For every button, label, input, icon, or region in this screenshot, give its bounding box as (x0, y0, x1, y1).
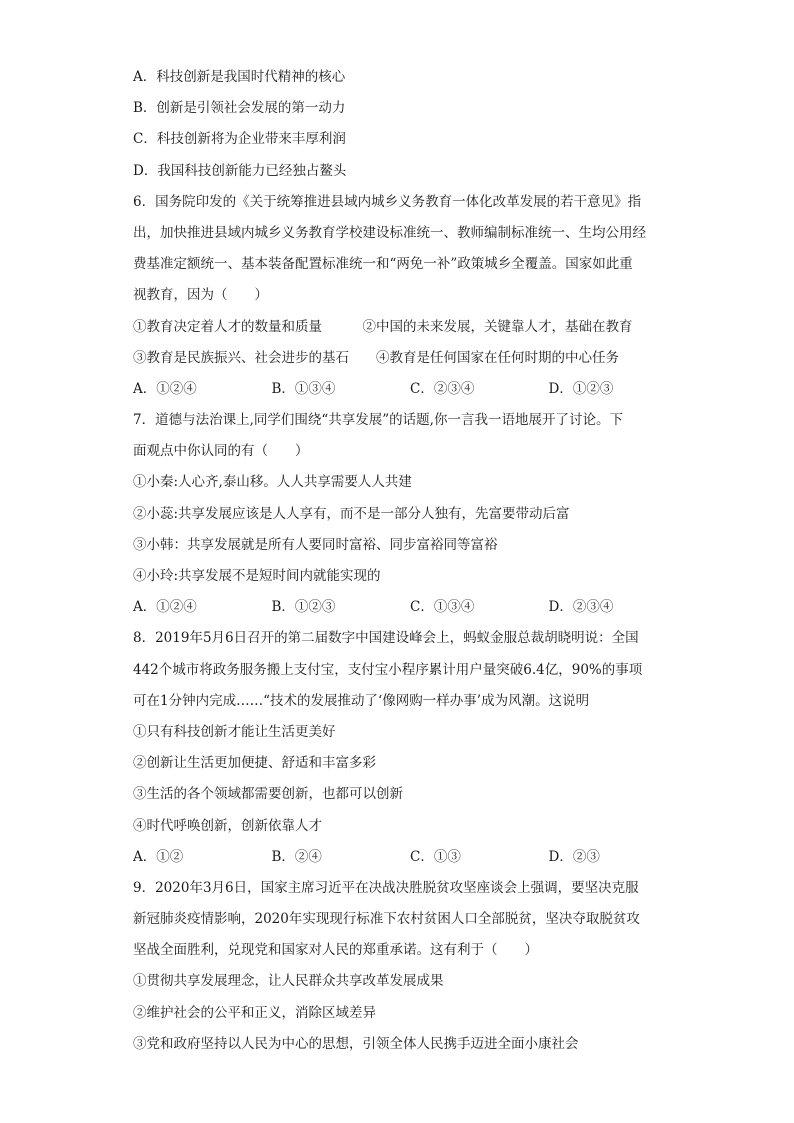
q6-choice-c: C．②③④ (410, 380, 475, 397)
q7-choice-a: A．①②④ (133, 599, 197, 616)
q6-choice-a: A．①②④ (133, 380, 197, 397)
q7-statement: ②小蕊:共享发展应该是人人享有，而不是一部分人独有，先富要带动后富 (133, 505, 570, 522)
q7-choices (133, 592, 663, 623)
q6-stem-line: 6．国务院印发的《关于统筹推进县域内城乡义务教育一体化改革发展的若干意见》指 (133, 193, 642, 210)
q7-stem-line: 面观点中你认同的有（ ） (133, 443, 309, 460)
q6-statement: ①教育决定着人才的数量和质量 ②中国的未来发展，关键靠人才，基础在教育 (133, 318, 633, 335)
q7-choice-b: B．①②③ (271, 599, 336, 616)
q5-option-d: D．我国科技创新能力已经独占鳌头 (133, 162, 347, 179)
q8-stem-line: 可在1分钟内完成……“技术的发展推动了‘像网购一样办事’成为风潮。这说明 (133, 692, 590, 709)
q7-stem-line: 7．道德与法治课上,同学们围绕“共享发展”的话题,你一言我一语地展开了讨论。下 (133, 412, 623, 429)
page-content (133, 62, 663, 1060)
q8-choice-a: A．①② (133, 848, 184, 865)
q8-stem-line: 8．2019年5月6日召开的第二届数字中国建设峰会上，蚂蚁金服总裁胡晓明说：全国 (133, 630, 639, 647)
q8-statement: ③生活的各个领域都需要创新，也都可以创新 (133, 786, 403, 803)
q9-stem-line: 9．2020年3月6日，国家主席习近平在决战决胜脱贫攻坚座谈会上强调，要坚决克服 (133, 879, 639, 896)
q9-statement: ③党和政府坚持以人民为中心的思想，引领全体人民携手迈进全面小康社会 (133, 1035, 579, 1052)
q9-statement: ②维护社会的公平和正义，消除区域差异 (133, 1004, 376, 1021)
q8-choice-d: D．②③ (548, 848, 600, 865)
q6-stem-line: 费基准定额统一、基本装备配置标准统一和“两免一补”政策城乡全覆盖。国家如此重 (133, 256, 633, 273)
q7-choice-c: C．①③④ (410, 599, 475, 616)
q9-stem-line: 新冠肺炎疫情影响，2020年实现现行标准下农村贫困人口全部脱贫，坚决夺取脱贫攻 (133, 911, 640, 928)
q6-choices (133, 374, 663, 405)
q8-choices (133, 842, 663, 873)
q5-option-a: A．科技创新是我国时代精神的核心 (133, 69, 346, 85)
q7-statement: ③小韩：共享发展就是所有人要同时富裕、同步富裕同等富裕 (133, 536, 498, 553)
q5-option-b: B．创新是引领社会发展的第一动力 (133, 100, 346, 117)
q7-statement: ①小秦:人心齐,泰山移。人人共享需要人人共建 (133, 474, 412, 491)
q8-statement: ①只有科技创新才能让生活更美好 (133, 723, 336, 740)
q6-stem-line: 出，加快推进县域内城乡义务教育学校建设标准统一、教师编制标准统一、生均公用经 (133, 224, 646, 241)
q8-statement: ②创新让生活更加便捷、舒适和丰富多彩 (133, 755, 376, 772)
q8-choice-c: C．①③ (410, 848, 461, 865)
q8-choice-b: B．②④ (271, 848, 322, 865)
q5-option-c: C．科技创新将为企业带来丰厚利润 (133, 131, 346, 148)
q8-stem-line: 442个城市将政务服务搬上支付宝，支付宝小程序累计用户量突破6.4亿，90%的事项 (133, 661, 643, 678)
q9-stem-line: 坚战全面胜利，兑现党和国家对人民的郑重承诺。这有利于（ ） (133, 942, 538, 959)
q8-statement: ④时代呼唤创新，创新依靠人才 (133, 817, 322, 834)
q6-choice-d: D．①②③ (548, 380, 614, 397)
q6-stem-line: 视教育，因为（ ） (133, 287, 268, 304)
q7-choice-d: D．②③④ (548, 599, 614, 616)
q7-statement: ④小玲:共享发展不是短时间内就能实现的 (133, 568, 381, 584)
q6-choice-b: B．①③④ (271, 380, 336, 397)
q9-statement: ①贯彻共享发展理念，让人民群众共享改革发展成果 (133, 973, 444, 990)
q6-statement: ③教育是民族振兴、社会进步的基石 ④教育是任何国家在任何时期的中心任务 (133, 349, 619, 366)
